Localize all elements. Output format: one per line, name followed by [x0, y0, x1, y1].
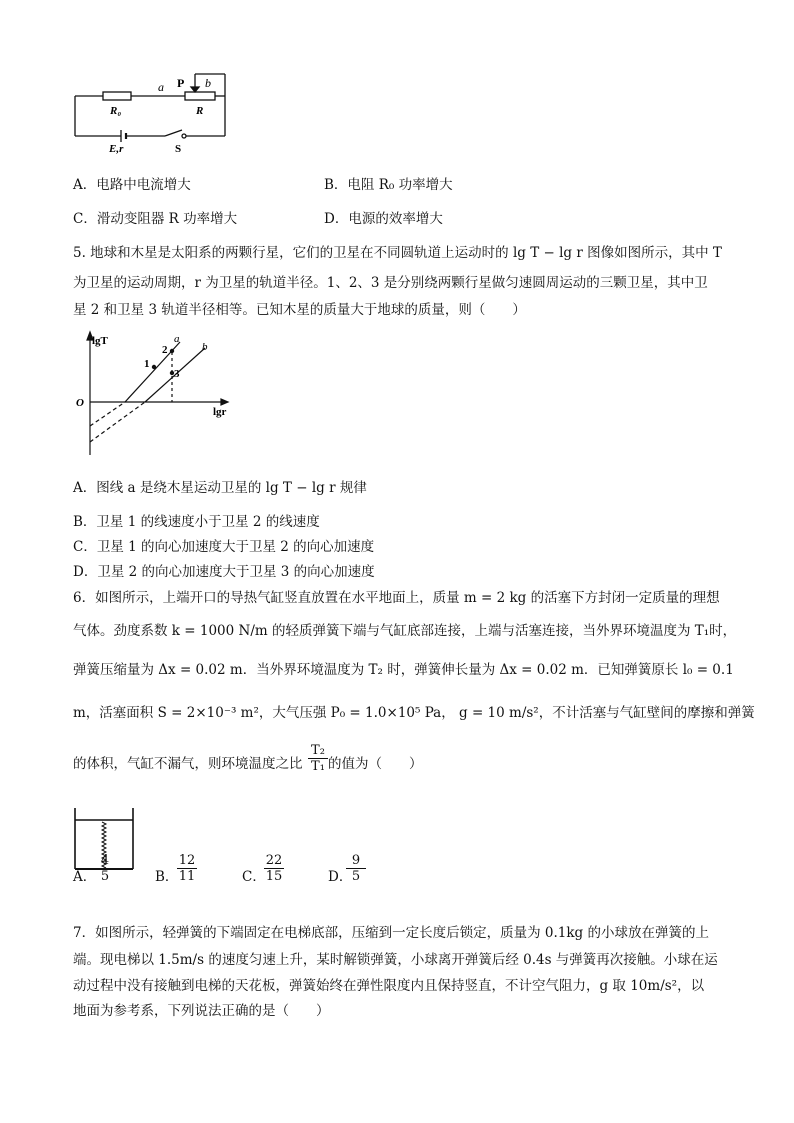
q5-line-1: 5. 地球和木星是太阳系的两颗行星，它们的卫星在不同圆轨道上运动时的 lg T − lg r 图像如图所示，其中 T — [73, 245, 722, 261]
q7-line-4: 地面为参考系，下列说法正确的是（ ） — [73, 1003, 330, 1019]
circuit-diagram — [65, 68, 240, 158]
q5-option-c: C．卫星 1 的向心加速度大于卫星 2 的向心加速度 — [73, 539, 375, 555]
q5-line-2: 为卫星的运动周期，r 为卫星的轨道半径。1、2、3 是分别绕两颗行星做匀速圆周运动的三颗卫星，其中卫 — [73, 275, 708, 291]
q6-line-2: 气体。劲度系数 k = 1000 N/m 的轻质弹簧下端与气缸底部连接，上端与活塞连接，当外界环境温度为 T₁时， — [73, 623, 737, 639]
q7-line-1: 7．如图所示，轻弹簧的下端固定在电梯底部，压缩到一定长度后锁定，质量为 0.1kg 的小球放在弹簧的上 — [73, 925, 709, 941]
temperature-ratio — [308, 743, 328, 774]
q4-option-d: D．电源的效率增大 — [324, 211, 443, 227]
label-p: P — [177, 76, 185, 90]
q4-option-c: C．滑动变阻器 R 功率增大 — [73, 211, 238, 227]
q6-option-b-label: B． — [155, 869, 179, 885]
point-2-label: 2 — [162, 344, 168, 356]
q5-option-d: D．卫星 2 的向心加速度大于卫星 3 的向心加速度 — [73, 564, 375, 580]
label-s: S — [175, 143, 182, 155]
q6-option-a-fraction — [95, 853, 115, 884]
q6-option-c-label: C． — [242, 869, 266, 885]
q6-option-d-den: 5 — [351, 869, 361, 884]
q6-line-4: m，活塞面积 S = 2×10⁻³ m²，大气压强 P₀ = 1.0×10⁵ Pa， g = 10 m/s²，不计活塞与气缸壁间的摩擦和弹簧 — [73, 705, 755, 721]
q5-option-a: A．图线 a 是绕木星运动卫星的 lg T − lg r 规律 — [73, 480, 367, 496]
q6-option-b-den: 11 — [178, 869, 196, 884]
label-r0: R₀ — [110, 105, 122, 117]
q6-option-d-fraction — [346, 853, 366, 884]
ratio-denominator: T₁ — [311, 759, 325, 774]
line-b-label: b — [202, 341, 208, 353]
point-1 — [152, 365, 156, 369]
q6-option-b-num: 12 — [178, 853, 196, 868]
label-a: a — [158, 80, 164, 94]
label-er: E,r — [109, 143, 124, 155]
point-2 — [170, 349, 174, 353]
q6-option-a-num: 4 — [95, 853, 115, 869]
q4-option-a: A．电路中电流增大 — [73, 177, 191, 193]
q6-option-c-den: 15 — [265, 869, 283, 884]
q5-option-b: B．卫星 1 的线速度小于卫星 2 的线速度 — [73, 514, 320, 530]
origin-label: O — [76, 397, 84, 409]
q6-option-b-fraction — [177, 853, 197, 884]
label-b: b — [205, 76, 211, 90]
q6-option-a-den: 5 — [100, 869, 110, 884]
q7-line-3: 动过程中没有接触到电梯的天花板，弹簧始终在弹性限度内且保持竖直，不计空气阻力，g 取 10m/s²，以 — [73, 978, 705, 994]
lgT-lgr-graph — [70, 330, 245, 460]
q5-line-3: 星 2 和卫星 3 轨道半径相等。已知木星的质量大于地球的质量，则（ ） — [73, 302, 526, 318]
q6-option-a-label: A． — [73, 869, 97, 885]
q6-option-d-label: D． — [328, 869, 353, 885]
label-r: R — [196, 105, 204, 117]
x-axis-label: lgr — [213, 406, 227, 418]
q6-line-5-tail: 的值为（ ） — [328, 756, 423, 772]
line-a-label: a — [174, 333, 180, 345]
ratio-numerator: T₂ — [308, 743, 328, 759]
point-1-label: 1 — [144, 358, 150, 370]
q6-line-3: 弹簧压缩量为 Δx = 0.02 m．当外界环境温度为 T₂ 时，弹簧伸长量为 Δx = 0.02 m．已知弹簧原长 l₀ = 0.1 — [73, 662, 734, 678]
q6-line-5: 的体积，气缸不漏气，则环境温度之比 — [73, 756, 303, 772]
y-axis-label: lgT — [92, 335, 108, 347]
q6-option-c-fraction — [264, 853, 284, 884]
q7-line-2: 端。现电梯以 1.5m/s 的速度匀速上升，某时解锁弹簧，小球离开弹簧后经 0.4s 与弹簧再次接触。小球在运 — [73, 952, 718, 968]
q6-option-c-num: 22 — [265, 853, 283, 868]
q6-line-1: 6．如图所示，上端开口的导热气缸竖直放置在水平地面上，质量 m = 2 kg 的活塞下方封闭一定质量的理想 — [73, 590, 720, 606]
q6-option-d-num: 9 — [346, 853, 366, 869]
q4-option-b: B．电阻 R₀ 功率增大 — [324, 177, 453, 193]
point-3-label: 3 — [174, 368, 180, 380]
